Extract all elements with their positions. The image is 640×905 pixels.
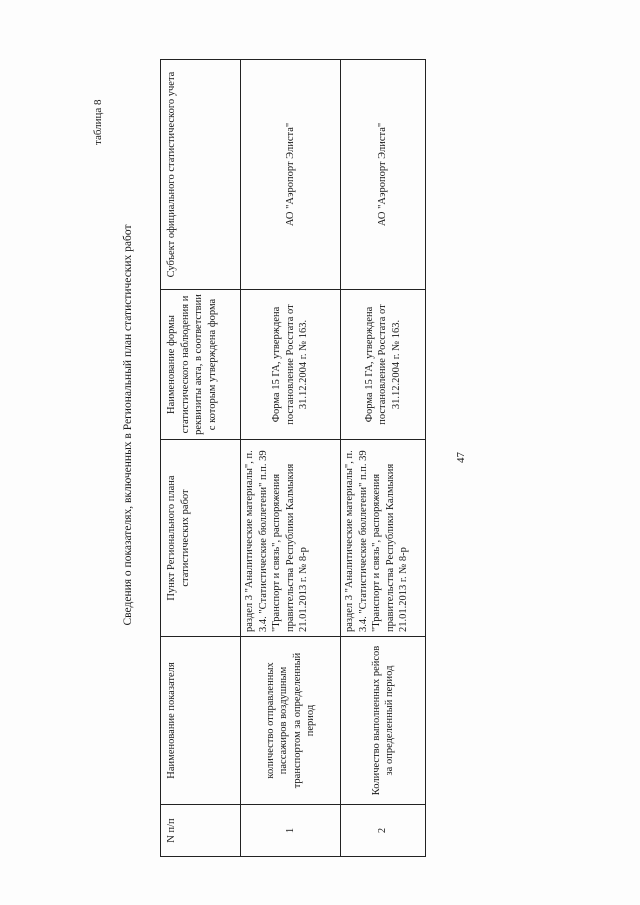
cell-form: Форма 15 ГА, утверждена постановление Росстата от 31.12.2004 г. № 163. [241, 290, 341, 440]
table-row [241, 60, 341, 857]
header-num: N п/п [161, 805, 241, 857]
cell-plan-item: раздел 3 "Аналитические материалы", п. 3.4. "Статистические бюллетени" п.п. 39 "Транспорт и связь", распоряжения правительства Республики Калмыкия 21.01.2013 г. № 8-р [241, 440, 341, 637]
header-plan-item: Пункт Регионального плана статистических работ [161, 440, 241, 637]
cell-indicator: Количество выполненных рейсов за определенный период [341, 637, 426, 805]
cell-subject: АО "Аэропорт Элиста" [241, 60, 341, 290]
cell-form: Форма 15 ГА, утверждена постановление Росстата от 31.12.2004 г. № 163. [341, 290, 426, 440]
table-row [341, 60, 426, 857]
cell-num: 2 [341, 805, 426, 857]
header-form: Наименование формы статистического наблюдения и реквизиты акта, в соответствии с которым утверждена форма [161, 290, 241, 440]
header-indicator: Наименование показателя [161, 637, 241, 805]
document-title: Сведения о показателях, включенных в Региональный план статистических работ [122, 224, 134, 626]
page-number: 47 [455, 452, 467, 463]
table-label: таблица 8 [92, 99, 104, 145]
cell-plan-item: раздел 3 "Аналитические материалы", п. 3.4. "Статистические бюллетени" п.п. 39 "Транспорт и связь", распоряжения правительства Республики Калмыкия 21.01.2013 г. № 8-р [341, 440, 426, 637]
indicators-table [160, 59, 426, 857]
cell-num: 1 [241, 805, 341, 857]
cell-subject: АО "Аэропорт Элиста" [341, 60, 426, 290]
header-subject: Субъект официального статистического учета [161, 60, 241, 290]
cell-indicator: количество отправленных пассажиров воздушным транспортом за определенный период [241, 637, 341, 805]
table-header-row [161, 60, 241, 857]
